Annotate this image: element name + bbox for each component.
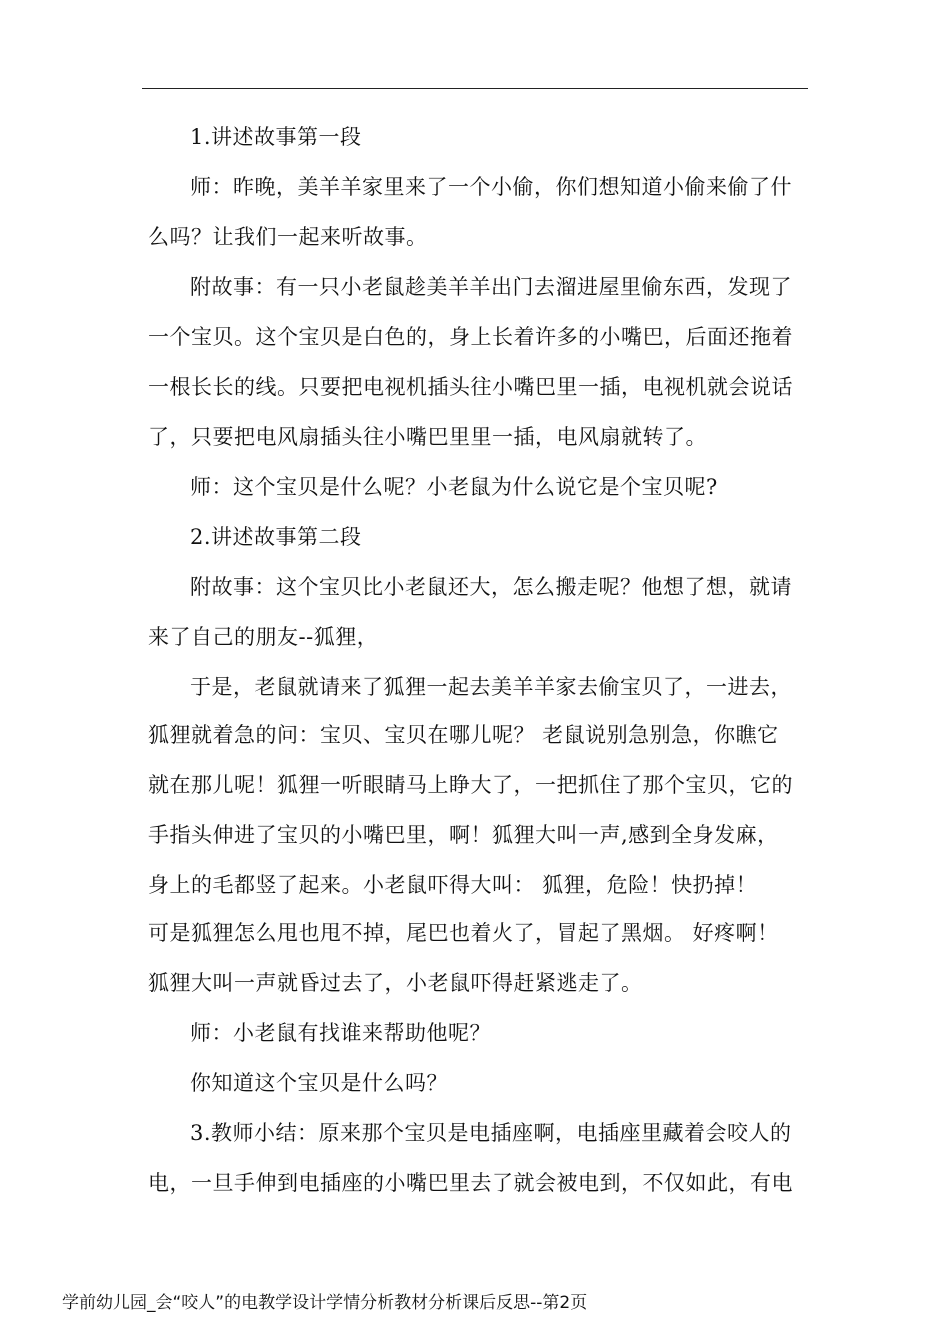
paragraph-line: 可是狐狸怎么甩也甩不掉，尾巴也着火了，冒起了黑烟。 好疼啊！: [148, 921, 779, 945]
paragraph-line: 狐狸大叫一声就昏过去了，小老鼠吓得赶紧逃走了。: [148, 971, 643, 995]
paragraph-line: 身上的毛都竖了起来。小老鼠吓得大叫： 狐狸，危险！快扔掉！: [148, 873, 758, 897]
paragraph-line: 一根长长的线。只要把电视机插头往小嘴巴里一插，电视机就会说话: [148, 375, 793, 399]
paragraph-line: 一个宝贝。这个宝贝是白色的，身上长着许多的小嘴巴，后面还拖着: [148, 325, 793, 349]
page-footer: 学前幼儿园_会“咬人”的电教学设计学情分析教材分析课后反思--第2页: [62, 1293, 588, 1313]
paragraph-line: 你知道这个宝贝是什么吗？: [190, 1071, 448, 1095]
paragraph-line: 来了自己的朋友--狐狸，: [148, 625, 379, 649]
paragraph-line: 手指头伸进了宝贝的小嘴巴里，啊！狐狸大叫一声,感到全身发麻，: [148, 823, 779, 847]
paragraph-line: 2.讲述故事第二段: [190, 525, 362, 549]
paragraph-line: 3.教师小结：原来那个宝贝是电插座啊，电插座里藏着会咬人的: [190, 1121, 792, 1145]
paragraph-line: 电，一旦手伸到电插座的小嘴巴里去了就会被电到，不仅如此，有电: [148, 1171, 793, 1195]
paragraph-line: 就在那儿呢！狐狸一听眼睛马上睁大了，一把抓住了那个宝贝，它的: [148, 773, 793, 797]
paragraph-line: 附故事：有一只小老鼠趁美羊羊出门去溜进屋里偷东西，发现了: [190, 275, 792, 299]
paragraph-line: 于是，老鼠就请来了狐狸一起去美羊羊家去偷宝贝了，一进去，: [190, 675, 792, 699]
paragraph-line: 附故事：这个宝贝比小老鼠还大，怎么搬走呢？他想了想，就请: [190, 575, 792, 599]
paragraph-line: 师：小老鼠有找谁来帮助他呢？: [190, 1021, 491, 1045]
paragraph-line: 么吗？让我们一起来听故事。: [148, 225, 428, 249]
header-rule: [142, 88, 808, 89]
paragraph-line: 1.讲述故事第一段: [190, 125, 362, 149]
paragraph-line: 师：昨晚，美羊羊家里来了一个小偷，你们想知道小偷来偷了什: [190, 175, 792, 199]
paragraph-line: 狐狸就着急的问：宝贝、宝贝在哪儿呢？ 老鼠说别急别急，你瞧它: [148, 723, 779, 747]
paragraph-line: 师：这个宝贝是什么呢？小老鼠为什么说它是个宝贝呢?: [190, 475, 718, 499]
paragraph-line: 了，只要把电风扇插头往小嘴巴里里一插，电风扇就转了。: [148, 425, 707, 449]
